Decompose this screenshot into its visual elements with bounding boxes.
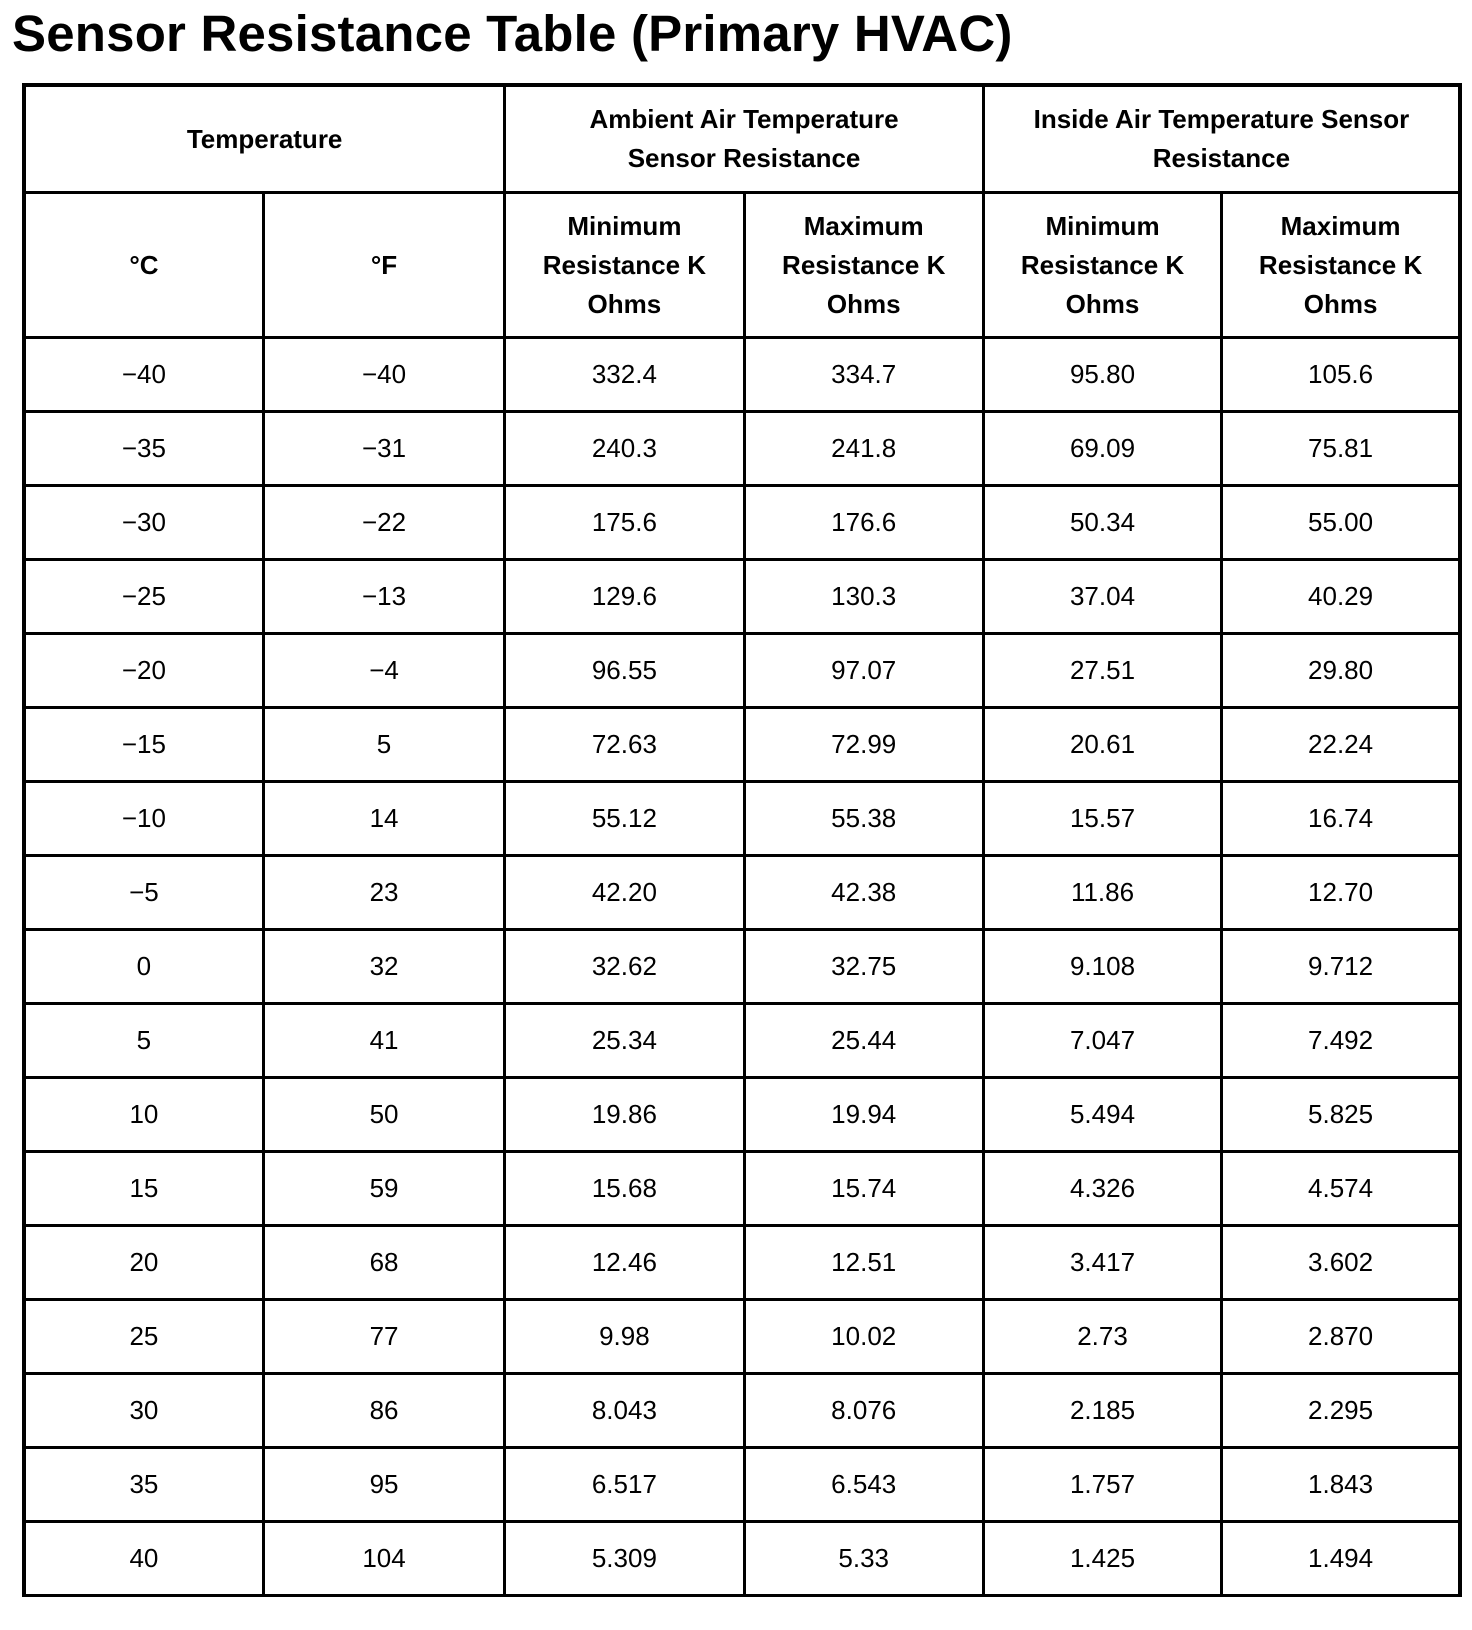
inside-min-cell: 2.73 — [983, 1300, 1221, 1374]
ambient-max-cell: 15.74 — [744, 1152, 983, 1226]
table-body — [24, 338, 1460, 1596]
celsius-cell: 25 — [24, 1300, 263, 1374]
inside-min-cell: 5.494 — [983, 1078, 1221, 1152]
table-row — [24, 708, 1460, 782]
table-row — [24, 930, 1460, 1004]
celsius-cell: 5 — [24, 1004, 263, 1078]
ambient-min-cell: 9.98 — [505, 1300, 744, 1374]
ambient-max-cell: 176.6 — [744, 486, 983, 560]
celsius-cell: −15 — [24, 708, 263, 782]
ambient-min-cell: 15.68 — [505, 1152, 744, 1226]
table-row — [24, 560, 1460, 634]
inside-min-cell: 3.417 — [983, 1226, 1221, 1300]
fahrenheit-cell: −4 — [263, 634, 504, 708]
table-row — [24, 412, 1460, 486]
temperature-group-header-label: Temperature — [186, 123, 343, 154]
fahrenheit-cell: −22 — [263, 486, 504, 560]
table-row — [24, 782, 1460, 856]
inside-max-cell: 2.870 — [1222, 1300, 1460, 1374]
inside-max-cell: 3.602 — [1222, 1226, 1460, 1300]
fahrenheit-cell: 41 — [263, 1004, 504, 1078]
fahrenheit-cell: −31 — [263, 412, 504, 486]
ambient-min-header-label: Minimum Resistance K Ohms — [542, 210, 707, 319]
inside-min-header-label: Minimum Resistance K Ohms — [1020, 210, 1185, 319]
temperature-group-header — [24, 85, 505, 193]
inside-max-cell: 2.295 — [1222, 1374, 1460, 1448]
celsius-cell: −35 — [24, 412, 263, 486]
celsius-cell: 35 — [24, 1448, 263, 1522]
fahrenheit-cell: −13 — [263, 560, 504, 634]
fahrenheit-cell: 86 — [263, 1374, 504, 1448]
ambient-min-cell: 96.55 — [505, 634, 744, 708]
fahrenheit-cell: 23 — [263, 856, 504, 930]
celsius-cell: −30 — [24, 486, 263, 560]
inside-max-cell: 22.24 — [1222, 708, 1460, 782]
ambient-max-cell: 5.33 — [744, 1522, 983, 1596]
inside-min-cell: 2.185 — [983, 1374, 1221, 1448]
ambient-min-cell: 55.12 — [505, 782, 744, 856]
table-row — [24, 1226, 1460, 1300]
ambient-max-cell: 25.44 — [744, 1004, 983, 1078]
ambient-min-cell: 25.34 — [505, 1004, 744, 1078]
fahrenheit-cell: 14 — [263, 782, 504, 856]
inside-max-cell: 75.81 — [1222, 412, 1460, 486]
inside-max-header-label: Maximum Resistance K Ohms — [1258, 210, 1423, 319]
inside-max-cell: 1.494 — [1222, 1522, 1460, 1596]
fahrenheit-cell: 68 — [263, 1226, 504, 1300]
table-row — [24, 1300, 1460, 1374]
inside-max-cell: 16.74 — [1222, 782, 1460, 856]
fahrenheit-cell: 104 — [263, 1522, 504, 1596]
inside-min-cell: 20.61 — [983, 708, 1221, 782]
ambient-max-cell: 72.99 — [744, 708, 983, 782]
ambient-min-cell: 5.309 — [505, 1522, 744, 1596]
table-row — [24, 1004, 1460, 1078]
table-row — [24, 1152, 1460, 1226]
inside-min-cell: 69.09 — [983, 412, 1221, 486]
inside-min-cell: 27.51 — [983, 634, 1221, 708]
celsius-cell: 30 — [24, 1374, 263, 1448]
ambient-max-cell: 42.38 — [744, 856, 983, 930]
table-row — [24, 1522, 1460, 1596]
fahrenheit-header — [263, 193, 504, 338]
ambient-min-cell: 8.043 — [505, 1374, 744, 1448]
inside-min-cell: 50.34 — [983, 486, 1221, 560]
inside-min-cell: 4.326 — [983, 1152, 1221, 1226]
inside-max-header — [1222, 193, 1460, 338]
celsius-cell: 20 — [24, 1226, 263, 1300]
table-row — [24, 1374, 1460, 1448]
inside-max-cell: 40.29 — [1222, 560, 1460, 634]
ambient-min-cell: 129.6 — [505, 560, 744, 634]
ambient-min-cell: 19.86 — [505, 1078, 744, 1152]
fahrenheit-cell: 77 — [263, 1300, 504, 1374]
celsius-cell: 40 — [24, 1522, 263, 1596]
inside-max-cell: 55.00 — [1222, 486, 1460, 560]
inside-min-cell: 9.108 — [983, 930, 1221, 1004]
table-row — [24, 1448, 1460, 1522]
inside-max-cell: 1.843 — [1222, 1448, 1460, 1522]
celsius-cell: −10 — [24, 782, 263, 856]
ambient-max-cell: 334.7 — [744, 338, 983, 412]
table-row — [24, 634, 1460, 708]
celsius-cell: 0 — [24, 930, 263, 1004]
ambient-min-cell: 32.62 — [505, 930, 744, 1004]
inside-min-cell: 1.757 — [983, 1448, 1221, 1522]
ambient-min-cell: 42.20 — [505, 856, 744, 930]
fahrenheit-cell: 5 — [263, 708, 504, 782]
ambient-max-header — [744, 193, 983, 338]
fahrenheit-cell: 95 — [263, 1448, 504, 1522]
inside-max-cell: 5.825 — [1222, 1078, 1460, 1152]
ambient-min-cell: 332.4 — [505, 338, 744, 412]
group-header-row — [24, 85, 1460, 193]
ambient-max-cell: 55.38 — [744, 782, 983, 856]
inside-min-header — [983, 193, 1221, 338]
ambient-max-cell: 241.8 — [744, 412, 983, 486]
ambient-max-cell: 10.02 — [744, 1300, 983, 1374]
inside-max-cell: 12.70 — [1222, 856, 1460, 930]
ambient-max-cell: 130.3 — [744, 560, 983, 634]
celsius-cell: 15 — [24, 1152, 263, 1226]
celsius-cell: −25 — [24, 560, 263, 634]
ambient-min-cell: 72.63 — [505, 708, 744, 782]
inside-max-cell: 4.574 — [1222, 1152, 1460, 1226]
ambient-min-cell: 240.3 — [505, 412, 744, 486]
ambient-max-cell: 19.94 — [744, 1078, 983, 1152]
fahrenheit-cell: −40 — [263, 338, 504, 412]
table-row — [24, 486, 1460, 560]
ambient-max-cell: 97.07 — [744, 634, 983, 708]
inside-max-cell: 9.712 — [1222, 930, 1460, 1004]
ambient-min-cell: 6.517 — [505, 1448, 744, 1522]
fahrenheit-header-label: °F — [370, 249, 398, 280]
celsius-cell: 10 — [24, 1078, 263, 1152]
inside-min-cell: 7.047 — [983, 1004, 1221, 1078]
ambient-max-header-label: Maximum Resistance K Ohms — [782, 210, 946, 319]
ambient-min-header — [505, 193, 744, 338]
table-row — [24, 856, 1460, 930]
fahrenheit-cell: 59 — [263, 1152, 504, 1226]
ambient-max-cell: 32.75 — [744, 930, 983, 1004]
celsius-cell: −40 — [24, 338, 263, 412]
ambient-max-cell: 8.076 — [744, 1374, 983, 1448]
page-title: Sensor Resistance Table (Primary HVAC) — [12, 5, 1013, 62]
inside-min-cell: 95.80 — [983, 338, 1221, 412]
ambient-group-header-label: Ambient Air Temperature Sensor Resistance — [589, 104, 899, 173]
fahrenheit-cell: 50 — [263, 1078, 504, 1152]
table-row — [24, 338, 1460, 412]
inside-min-cell: 1.425 — [983, 1522, 1221, 1596]
ambient-min-cell: 12.46 — [505, 1226, 744, 1300]
sensor-resistance-table — [22, 83, 1462, 1597]
ambient-max-cell: 12.51 — [744, 1226, 983, 1300]
celsius-cell: −5 — [24, 856, 263, 930]
inside-group-header-label: Inside Air Temperature Sensor Resistance — [1033, 104, 1410, 173]
inside-max-cell: 105.6 — [1222, 338, 1460, 412]
inside-max-cell: 7.492 — [1222, 1004, 1460, 1078]
inside-max-cell: 29.80 — [1222, 634, 1460, 708]
inside-min-cell: 15.57 — [983, 782, 1221, 856]
celsius-header — [24, 193, 263, 338]
inside-group-header — [983, 85, 1460, 193]
inside-min-cell: 37.04 — [983, 560, 1221, 634]
celsius-cell: −20 — [24, 634, 263, 708]
ambient-min-cell: 175.6 — [505, 486, 744, 560]
table-row — [24, 1078, 1460, 1152]
celsius-header-label: °C — [129, 249, 159, 280]
inside-min-cell: 11.86 — [983, 856, 1221, 930]
sub-header-row — [24, 193, 1460, 338]
ambient-max-cell: 6.543 — [744, 1448, 983, 1522]
fahrenheit-cell: 32 — [263, 930, 504, 1004]
ambient-group-header — [505, 85, 984, 193]
